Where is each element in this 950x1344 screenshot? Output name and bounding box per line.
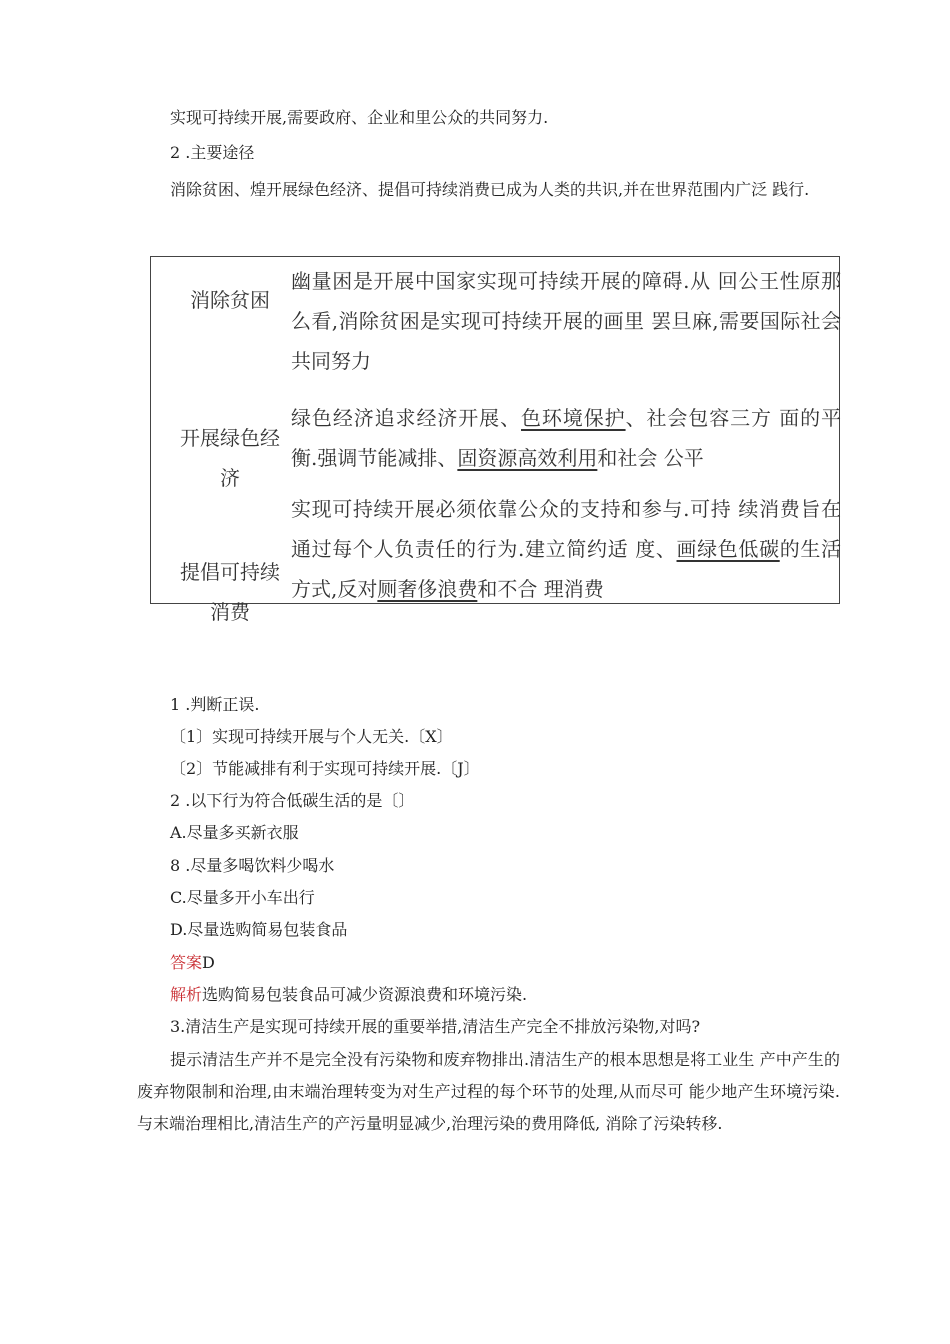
analysis-line bbox=[170, 985, 527, 1005]
intro-line: 实现可持续开展,需要政府、企业和里公众的共同努力. bbox=[170, 108, 549, 127]
table-content-green-economy bbox=[291, 398, 841, 478]
answer-label: 答案 bbox=[170, 953, 203, 972]
analysis-text: 选购简易包装食品可减少资源浪费和环境污染. bbox=[202, 985, 528, 1004]
table-content-consumption bbox=[291, 489, 841, 609]
option-c: C.尽量多开小车出行 bbox=[170, 888, 315, 907]
question-1a: 〔1〕实现可持续开展与个人无关.〔X〕 bbox=[170, 727, 453, 746]
question-1: 1 .判断正误. bbox=[170, 695, 260, 714]
question-3: 3.清洁生产是实现可持续开展的重要举措,清洁生产完全不排放污染物,对吗? bbox=[170, 1017, 701, 1036]
underlined-term: 固资源高效利用 bbox=[457, 446, 598, 470]
question-2: 2 .以下行为符合低碳生活的是〔〕 bbox=[170, 791, 415, 810]
text-run: 的生活方式,反对 bbox=[291, 537, 841, 601]
hint-paragraph: 提示清洁生产并不是完全没有污染物和废弃物排出.清洁生产的根本思想是将工业生 产中产生的废弃物限制和治理,由末端治理转变为对生产过程的每个环节的处理,从而尽可 能少地产生环境污染.与末端治理相比,清洁生产的产污量明显减少,治理污染的费用降低, 消除了污染转移. bbox=[137, 1050, 840, 1133]
text-run: 、社会包容三方 面的平衡.强调节能减排、 bbox=[291, 406, 842, 470]
answer-value: D bbox=[202, 953, 215, 972]
option-a: A.尽量多买新衣服 bbox=[170, 823, 299, 842]
text-run: 和不合 理消费 bbox=[477, 577, 604, 601]
table-label-consumption: 提倡可持续消费 bbox=[180, 560, 280, 624]
underlined-term: 画绿色低碳 bbox=[676, 537, 780, 561]
intro-paragraph: 消除贫困、煌开展绿色经济、提倡可持续消费已成为人类的共识,并在世界范围内广泛 践行. bbox=[170, 180, 810, 199]
option-b: 8 .尽量多喝饮料少喝水 bbox=[170, 856, 335, 875]
text-run: 和社会 公平 bbox=[597, 446, 704, 470]
option-d: D.尽量选购简易包装食品 bbox=[170, 920, 348, 939]
answer-line bbox=[170, 953, 215, 973]
question-1b: 〔2〕节能减排有利于实现可持续开展.〔J〕 bbox=[170, 759, 480, 778]
text-run: 绿色经济追求经济开展、 bbox=[291, 406, 522, 430]
underlined-term: 色环境保护 bbox=[521, 406, 626, 430]
underlined-term: 厕奢侈浪费 bbox=[377, 577, 478, 601]
section-heading: 2 .主要途径 bbox=[170, 143, 255, 162]
table-content-poverty: 幽量困是开展中国家实现可持续开展的障碍.从 回公王性原那么看,消除贫困是实现可持续开展的画里 罢旦麻,需要国际社会共同努力 bbox=[291, 269, 841, 373]
text-run: 实现可持续开展必须依靠公众的支持和参与.可持 续消费旨在通过每个人负责任的行为.建立简约适 度、 bbox=[291, 497, 841, 561]
analysis-label: 解析 bbox=[170, 985, 203, 1004]
table-label-poverty: 消除贫困 bbox=[190, 288, 270, 312]
table-label-green-economy: 开展绿色经济 bbox=[180, 426, 280, 490]
